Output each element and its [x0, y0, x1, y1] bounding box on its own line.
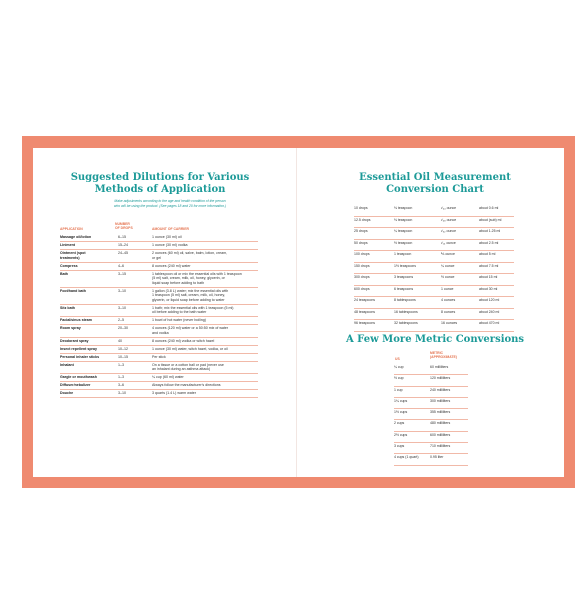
carrier-cell: 1 gallon (3.8 L) water; mix the essential oils with 1 teaspoon (5 ml) salt, cream, milk, oil, honey, glycerin, or liquid soap before adding to water: [152, 288, 229, 302]
us-cell: 1 cup: [394, 387, 403, 392]
header-drops: NUMBER OF DROPS: [115, 222, 133, 231]
dilution-row: [60, 325, 258, 338]
application-cell: Inhalant: [60, 362, 74, 367]
carrier-cell: ¼ cup (60 ml) water: [152, 375, 184, 379]
dilutions-title-line2: Methods of Application: [94, 184, 226, 195]
ounce-cell: 16 ounces: [441, 321, 458, 325]
drops-cell: 15–24: [118, 243, 128, 247]
drops-cell: 48 teaspoons: [354, 309, 376, 314]
application-cell: Douche: [60, 391, 74, 395]
oil-row: [354, 286, 514, 298]
dilution-row: [60, 234, 258, 242]
us-cell: 2 cups: [394, 421, 405, 426]
us-cell: 3 cups: [394, 444, 405, 449]
oil-row: [354, 309, 514, 321]
ml-cell: about 5 ml: [479, 252, 496, 256]
application-cell: Sitz bath: [60, 305, 75, 310]
drops-cell: 25 drops: [354, 229, 368, 233]
metric-cell: 60 milliliters: [430, 365, 449, 369]
carrier-cell: Always follow the manufacturer's directions: [152, 383, 221, 387]
ml-cell: about 1.25 ml: [479, 229, 501, 233]
oil-row: [354, 263, 514, 275]
application-cell: Gargle or mouthwash: [60, 375, 97, 379]
metric-cell: 120 milliliters: [430, 376, 451, 381]
drops-cell: 10–15: [118, 354, 128, 359]
ounce-cell: ½ ounce: [441, 275, 455, 279]
us-cell: 4 cups (1 quart): [394, 455, 419, 460]
metric-cell: 240 milliliters: [430, 387, 451, 392]
metric-row: [394, 443, 468, 454]
application-cell: Bath: [60, 271, 68, 276]
us-cell: 1½ cups: [394, 410, 408, 415]
metric-row: [394, 398, 468, 409]
carrier-cell: 3 quarts (1.4 L) warm water: [152, 391, 196, 395]
application-cell: Ointment (spot treatments): [60, 251, 86, 260]
drops-cell: 150 drops: [354, 263, 370, 268]
us-cell: 2½ cups: [394, 432, 408, 437]
oil-row: [354, 320, 514, 332]
carrier-cell: 2 ounces (60 ml) oil, salve, balm, lotion, cream, or gel: [152, 251, 228, 260]
us-cell: ½ cup: [394, 376, 404, 381]
carrier-cell: 1 ounce (30 ml) water, witch hazel, vodka, or oil: [152, 346, 228, 351]
ounce-cell: ⅙ ounce: [441, 252, 455, 256]
drops-cell: 12.5 drops: [354, 217, 371, 222]
drops-cell: 24 teaspoons: [354, 298, 376, 302]
application-cell: Foot/hand bath: [60, 288, 86, 293]
dilution-row: [60, 242, 258, 250]
drops-cell: 10–12: [118, 346, 128, 351]
metric-header-metric: METRIC (APPROXIMATE): [430, 351, 457, 360]
drops-cell: 3–10: [118, 288, 126, 293]
drops-cell: 50 drops: [354, 240, 368, 245]
carrier-cell: 1 bath; mix the essential oils with 1 teaspoon (5 ml) oil before adding to the bath water: [152, 305, 234, 314]
dilution-row: [60, 390, 258, 398]
ounce-cell: ¹⁄₄₈ ounce: [441, 217, 457, 222]
drops-cell: 1–3: [118, 375, 124, 379]
ounce-cell: 4 ounces: [441, 298, 456, 302]
oil-row: [354, 240, 514, 252]
ml-cell: about 15 ml: [479, 275, 498, 279]
ml-cell: about 2.5 ml: [479, 240, 499, 245]
application-cell: Insect repellent spray: [60, 346, 97, 351]
teaspoon-cell: ¼ teaspoon: [394, 229, 413, 233]
ml-cell: about 0.6 ml: [479, 206, 499, 210]
application-cell: Compress: [60, 263, 78, 268]
ounce-cell: ¹⁄₃₂ ounce: [441, 229, 457, 233]
drops-cell: 10 drops: [354, 206, 368, 210]
drops-cell: 3–6: [118, 383, 124, 387]
application-cell: Room spray: [60, 326, 81, 330]
oil-row: [354, 217, 514, 229]
dilution-row: [60, 271, 258, 288]
metric-cell: 600 milliliters: [430, 432, 451, 437]
dilution-row: [60, 374, 258, 382]
dilutions-title: [50, 172, 270, 196]
ml-cell: about (sub) ml: [479, 217, 502, 222]
application-cell: Facial/sinus steam: [60, 318, 92, 322]
dilution-row: [60, 338, 258, 346]
carrier-cell: On a tissue or a cotton ball or pad (never use an inhalant during an asthma attack): [152, 362, 224, 371]
teaspoon-cell: 6 teaspoons: [394, 286, 414, 291]
metric-row: [394, 432, 468, 443]
dilution-row: [60, 382, 258, 390]
dilution-table: [60, 234, 258, 398]
oil-row: [354, 251, 514, 263]
carrier-cell: Per stick: [152, 354, 166, 359]
teaspoon-cell: ⅛ teaspoon: [394, 217, 413, 222]
drops-cell: 300 drops: [354, 275, 370, 279]
carrier-cell: 4 ounces (120 ml) water or a 50:50 mix of water and vodka: [152, 326, 229, 335]
metric-header-us: US: [395, 357, 400, 361]
dilution-row: [60, 263, 258, 271]
metric-cell: 710 milliliters: [430, 444, 451, 449]
dilution-row: [60, 305, 258, 318]
ounce-cell: 8 ounces: [441, 309, 456, 314]
carrier-cell: 8 ounces (240 ml) water: [152, 263, 191, 268]
drops-cell: 24–45: [118, 251, 128, 255]
oil-conversion-table: [354, 205, 514, 332]
application-cell: Massage oil/lotion: [60, 235, 92, 239]
teaspoon-cell: 8 tablespoons: [394, 298, 416, 302]
drops-cell: 600 drops: [354, 286, 370, 291]
metric-cell: 0.95 liter: [430, 455, 444, 460]
application-cell: Personal inhaler sticks: [60, 354, 100, 359]
carrier-cell: 1 ounce (30 ml) oil: [152, 235, 182, 239]
header-application: APPLICATION: [60, 227, 83, 231]
oil-row: [354, 274, 514, 286]
metric-table: [394, 364, 468, 466]
dilution-row: [60, 250, 258, 263]
metric-row: [394, 375, 468, 386]
application-cell: Liniment: [60, 243, 75, 247]
drops-cell: 96 teaspoons: [354, 321, 376, 325]
metric-row: [394, 409, 468, 420]
carrier-cell: 1 ounce (30 ml) vodka: [152, 243, 188, 247]
ml-cell: about 120 ml: [479, 298, 500, 302]
ounce-cell: ¹⁄₆₄ ounce: [441, 206, 457, 210]
drops-cell: 100 drops: [354, 252, 370, 256]
metric-row: [394, 420, 468, 431]
oil-row: [354, 205, 514, 217]
teaspoon-cell: 16 tablespoons: [394, 309, 418, 314]
ounce-cell: ¼ ounce: [441, 263, 455, 268]
dilution-row: [60, 354, 258, 362]
metric-cell: 480 milliliters: [430, 421, 451, 426]
ml-cell: about 470 ml: [479, 321, 500, 325]
metric-row: [394, 454, 468, 465]
drops-cell: 20–30: [118, 326, 128, 330]
drops-cell: 2–5: [118, 318, 124, 322]
us-cell: ¼ cup: [394, 365, 404, 369]
page-gutter: [296, 148, 297, 477]
drops-cell: 6–15: [118, 235, 126, 239]
teaspoon-cell: 1½ teaspoons: [394, 263, 416, 268]
application-cell: Deodorant spray: [60, 338, 89, 343]
teaspoon-cell: 3 teaspoons: [394, 275, 414, 279]
ml-cell: about 240 ml: [479, 309, 500, 314]
drops-cell: 3–10: [118, 305, 126, 310]
drops-cell: 4–6: [118, 263, 124, 268]
metric-title: A Few More Metric Conversions: [345, 334, 525, 345]
ounce-cell: 1 ounce: [441, 286, 454, 291]
teaspoon-cell: ½ teaspoon: [394, 240, 413, 245]
dilution-row: [60, 288, 258, 305]
drops-cell: 40: [118, 338, 122, 343]
dilution-row: [60, 317, 258, 325]
drops-cell: 1–3: [118, 362, 124, 367]
teaspoon-cell: 32 tablespoons: [394, 321, 418, 325]
dilutions-title-line1: Suggested Dilutions for Various: [70, 172, 250, 183]
drops-cell: 3–10: [118, 391, 126, 395]
metric-cell: 300 milliliters: [430, 398, 451, 403]
teaspoon-cell: ⅛ teaspoon: [394, 206, 413, 210]
dilution-row: [60, 362, 258, 375]
header-carrier: AMOUNT OF CARRIER: [152, 227, 189, 231]
carrier-cell: 1 bowl of hot water (never boiling): [152, 318, 206, 322]
ml-cell: about 30 ml: [479, 286, 498, 291]
drops-cell: 3–15: [118, 271, 126, 276]
oil-row: [354, 297, 514, 309]
carrier-cell: 1 tablespoon oil or mix the essential oils with 1 teaspoon (5 ml) salt, cream, milk, oil, honey, glycerin, or liquid soap before adding to bath: [152, 271, 242, 285]
oil-row: [354, 228, 514, 240]
application-cell: Diffuser/nebulizer: [60, 383, 91, 387]
ml-cell: about 7.5 ml: [479, 263, 499, 268]
carrier-cell: 8 ounces (240 ml) vodka or witch hazel: [152, 338, 215, 343]
ounce-cell: ¹⁄₁₆ ounce: [441, 240, 456, 245]
us-cell: 1¼ cups: [394, 398, 408, 403]
dilutions-note: Make adjustments according to the age and health condition of the person who will be using the product. (See pages 18 and 20 for more information.): [113, 199, 227, 208]
oil-chart-title: Essential Oil Measurement Conversion Chart: [359, 172, 511, 195]
metric-cell: 355 milliliters: [430, 410, 451, 415]
metric-row: [394, 387, 468, 398]
metric-row: [394, 364, 468, 375]
teaspoon-cell: 1 teaspoon: [394, 252, 412, 256]
dilution-row: [60, 346, 258, 354]
